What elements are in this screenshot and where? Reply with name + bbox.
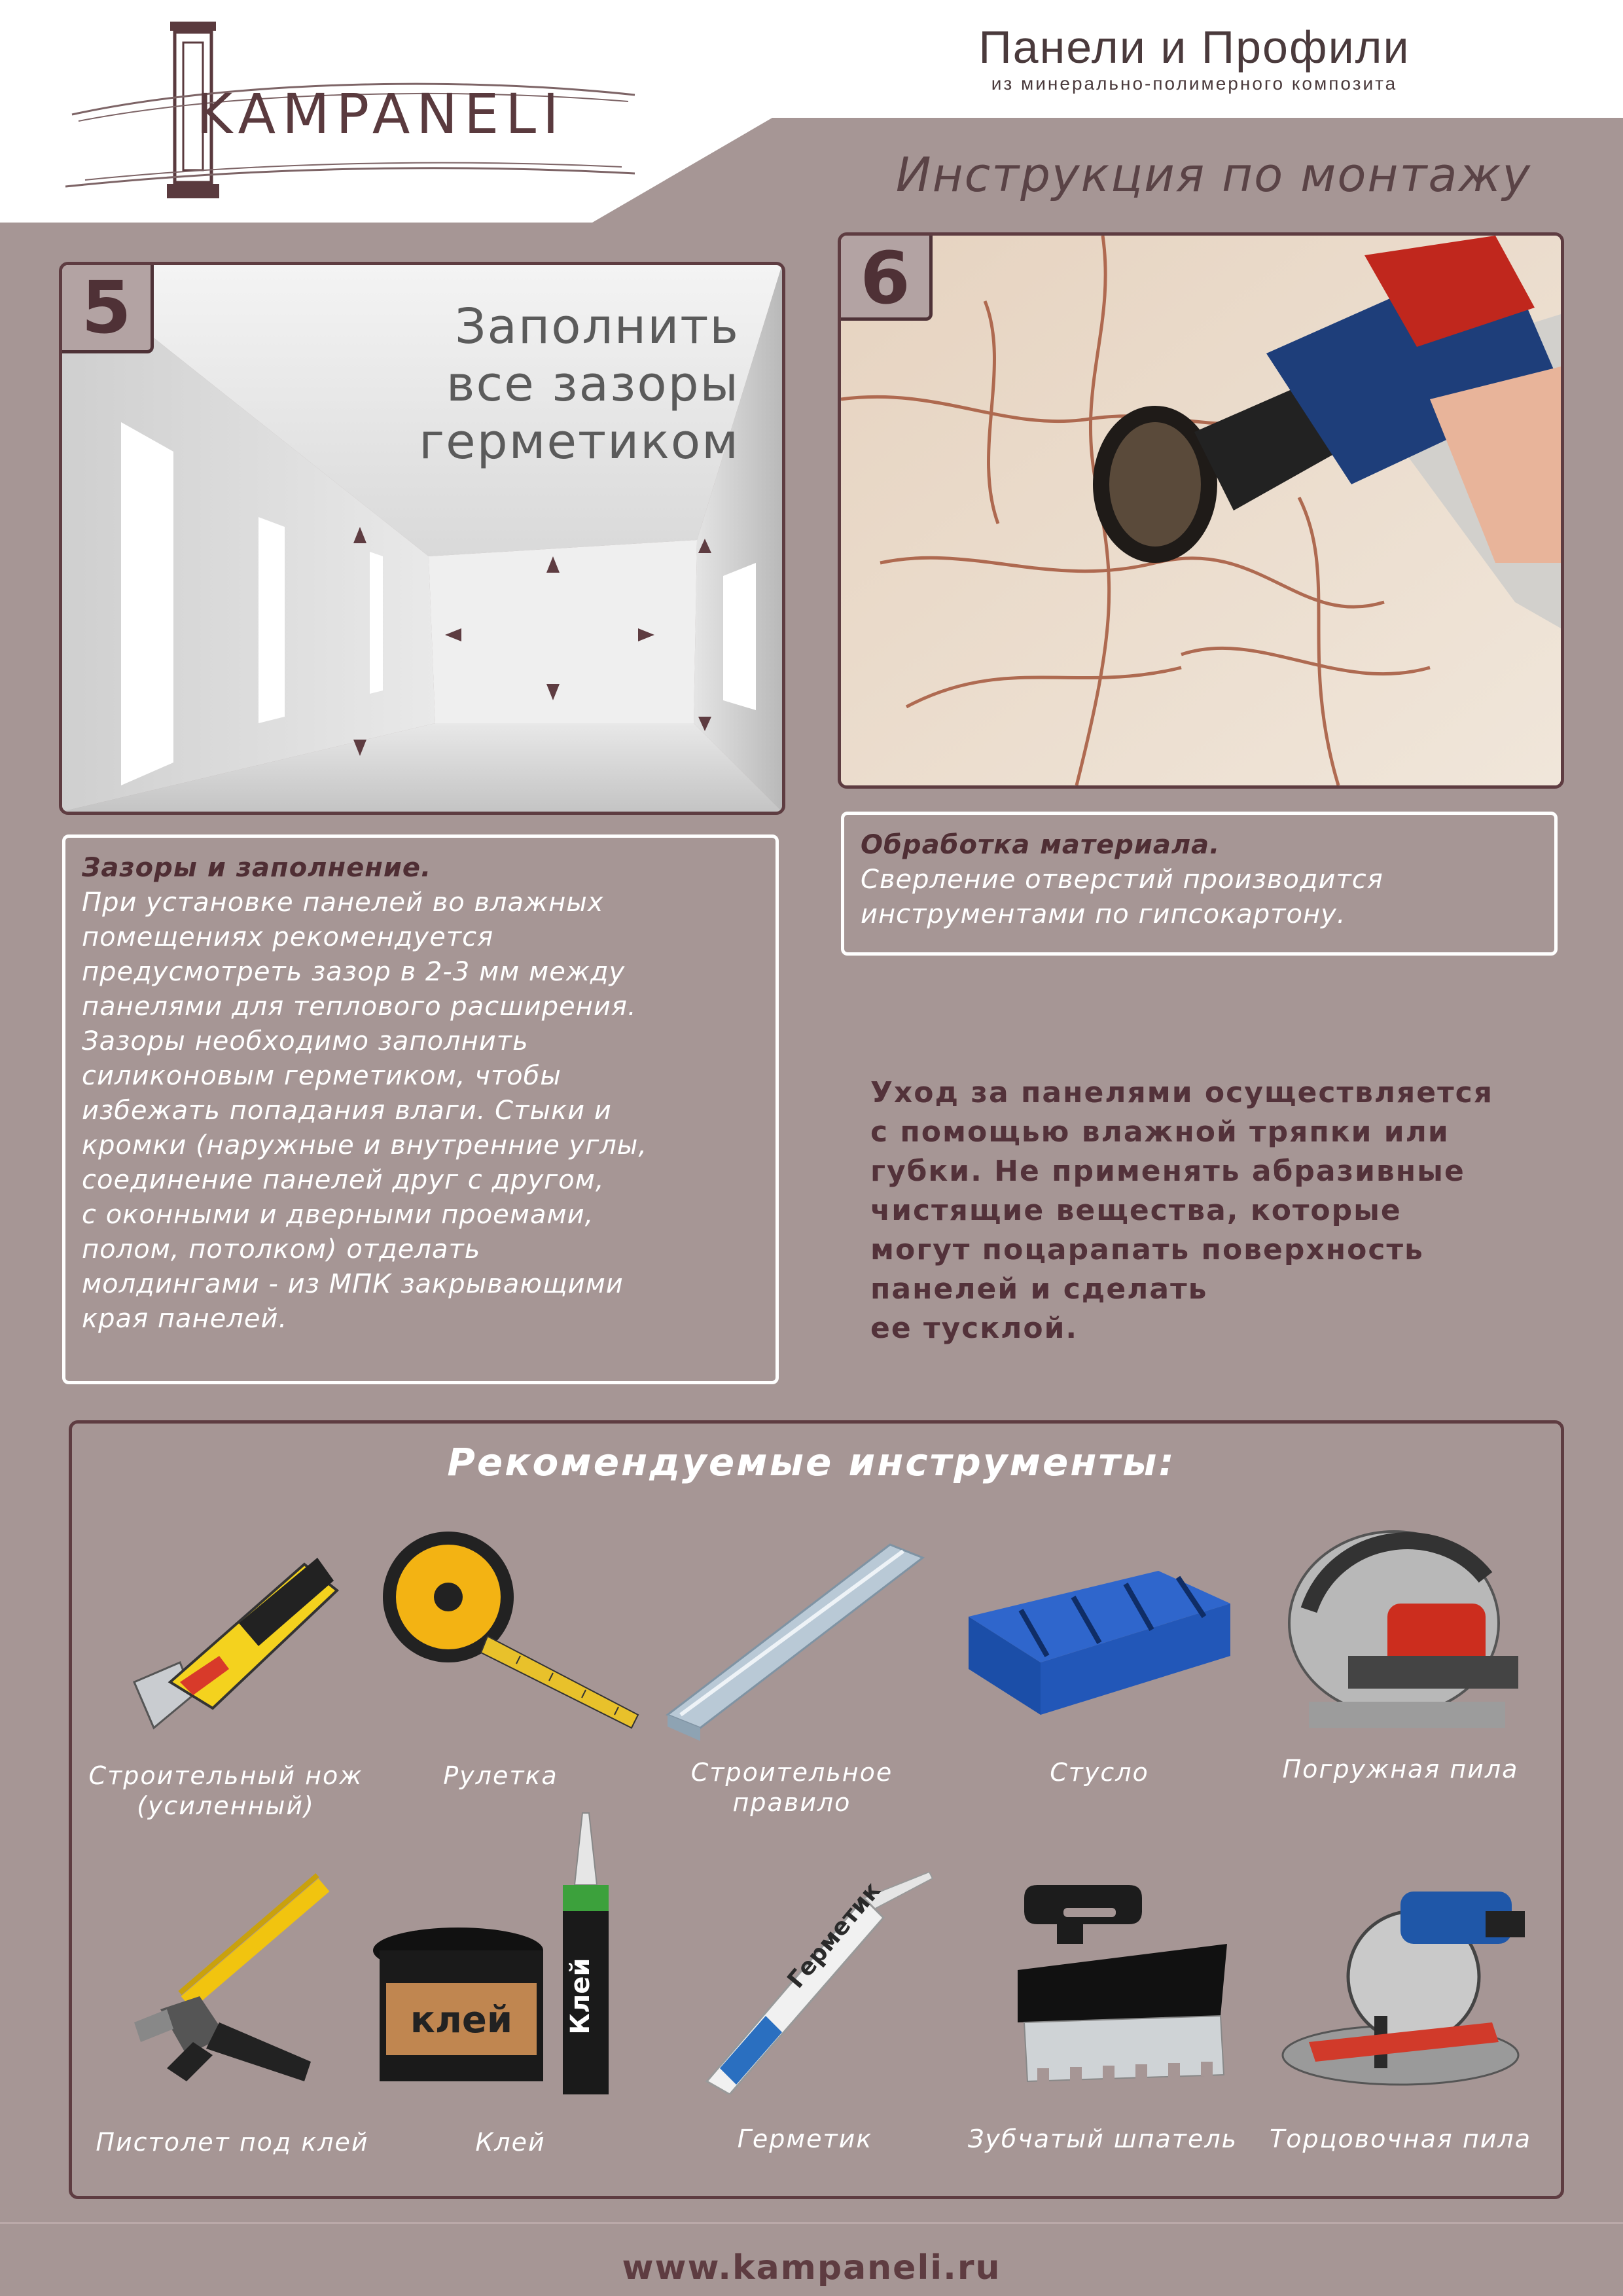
tool-label-plunge-saw: Погружная пила: [1282, 1755, 1519, 1784]
step6-box-text: Сверление отверстий производится инструментами по гипсокартону.: [861, 865, 1383, 929]
step6-panel: [838, 232, 1564, 789]
tape-measure-icon: [357, 1518, 645, 1741]
tool-label-glue-gun: Пистолет под клей: [96, 2128, 369, 2157]
website-link[interactable]: www.kampaneli.ru: [622, 2248, 1001, 2287]
step6-box-title: Обработка материала.: [861, 830, 1221, 860]
tool-label-sealant: Герметик: [737, 2125, 873, 2153]
tool-label-glue: Клей: [475, 2128, 546, 2157]
tool-label-level-rule: Строительное правило: [690, 1758, 893, 1817]
miter-saw-icon: [1270, 1872, 1531, 2094]
step5-box-title: Зазоры и заполнение.: [82, 853, 432, 883]
logo-text: KAMPANELI: [196, 82, 565, 146]
logo[interactable]: [59, 16, 648, 206]
tool-utility-knife: [82, 1518, 370, 1820]
step5-textbox: [62, 834, 779, 1384]
glue-gun-icon: [115, 1872, 350, 2088]
tool-label-miter-box: Стусло: [1050, 1758, 1149, 1787]
tool-label-miter-saw: Торцовочная пила: [1270, 2125, 1531, 2153]
care-text: Уход за панелями осуществляется с помощью влажной тряпки или губки. Не применять абразивные чистящие вещества, которые могут поцарапать поверхность панелей и сделать ее тусклой.: [870, 1076, 1493, 1345]
glue-icon: [366, 1806, 654, 2101]
tool-miter-saw: [1257, 1872, 1544, 2153]
brand-subtitle: из минерально-полимерного композита: [991, 73, 1398, 94]
tool-label-notched-trowel: Зубчатый шпатель: [967, 2125, 1238, 2153]
tool-glue: [366, 1806, 654, 2157]
tool-miter-box: [955, 1518, 1243, 1787]
tool-notched-trowel: [965, 1872, 1253, 2153]
brand-title: Панели и Профили: [978, 22, 1410, 73]
tool-label-utility-knife: Строительный нож (усиленный): [88, 1761, 363, 1820]
utility-knife-icon: [108, 1518, 344, 1741]
tools-title: Рекомендуемые инструменты:: [447, 1440, 1176, 1484]
step6-number: 6: [841, 236, 933, 321]
tool-plunge-saw: [1257, 1505, 1544, 1784]
tool-sealant: [661, 1872, 949, 2153]
step5-number: 5: [62, 265, 154, 353]
step5-box-text: При установке панелей во влажных помещениях рекомендуется предусмотреть зазор в 2-3 мм между панелями для теплового расширения. Зазоры необходимо заполнить силиконовым герметиком, чтобы избежать попадания влаги. Стыки и кромки (наружные и внутренние углы, соединение панелей друг с другом, с оконными и дверными проемами, полом, потолком) отделать молдингами - из МПК закрывающими края панелей.: [82, 888, 648, 1334]
sealant-icon: [668, 1872, 942, 2094]
step5-caption: Заполнить все зазоры герметиком: [419, 298, 740, 470]
tool-glue-gun: [88, 1872, 376, 2157]
plunge-saw-icon: [1270, 1505, 1531, 1741]
guide-title: Инструкция по монтажу: [895, 147, 1531, 202]
drilling-photo: [841, 236, 1561, 785]
level-rule-icon: [654, 1518, 929, 1741]
tool-label-tape-measure: Рулетка: [443, 1761, 558, 1790]
tool-tape-measure: [357, 1518, 645, 1790]
sealant-tube-text: Герметик: [782, 1877, 886, 1994]
miter-box-icon: [955, 1518, 1243, 1741]
glue-bucket-text: клей: [410, 1999, 513, 2041]
step5-panel: [59, 262, 785, 815]
notched-trowel-icon: [978, 1872, 1240, 2094]
footer-divider: [0, 2222, 1623, 2224]
glue-tube-text: Клей: [565, 1958, 596, 2035]
step6-textbox: [841, 812, 1558, 956]
tool-level-rule: [648, 1518, 936, 1817]
